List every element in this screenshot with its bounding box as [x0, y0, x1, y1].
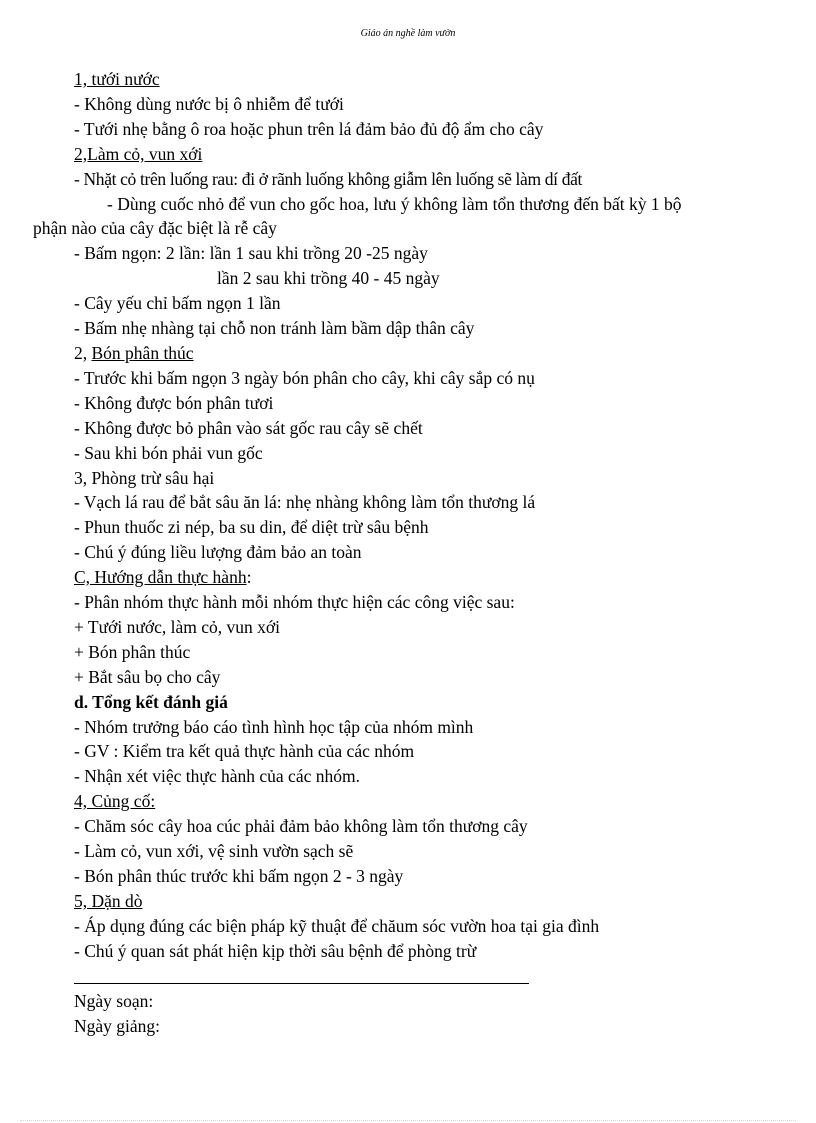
text-line: - Bón phân thúc trước khi bấm ngọn 2 - 3 ngày: [74, 866, 404, 886]
prep-date-label: Ngày soạn:: [74, 991, 154, 1011]
text-line: - Bấm nhẹ nhàng tại chỗ non tránh làm bầm dập thân cây: [74, 318, 475, 339]
text-line: lần 2 sau khi trồng 40 - 45 ngày: [217, 268, 440, 289]
section-title: C, Hướng dẫn thực hành: [74, 567, 247, 588]
text-line: - GV : Kiểm tra kết quả thực hành của các nhóm: [74, 741, 415, 762]
lesson-body: [33, 67, 723, 964]
text-line: - Trước khi bấm ngọn 3 ngày bón phân cho cây, khi cây sắp có nụ: [74, 367, 535, 388]
text-line: - Áp dụng đúng các biện pháp kỹ thuật để chăum sóc vườn hoa tại gia đình: [74, 915, 600, 936]
text-line: - Không dùng nước bị ô nhiễm để tưới: [74, 93, 344, 114]
horizontal-divider: [74, 983, 529, 984]
text-line: - Chú ý đúng liều lượng đảm bảo an toàn: [74, 542, 362, 563]
text-line: - Không được bỏ phân vào sát gốc rau cây sẽ chết: [74, 417, 423, 438]
text-line: - Chăm sóc cây hoa cúc phải đảm bảo không làm tổn thương cây: [74, 816, 528, 837]
section-heading-homework: 5, Dặn dò: [74, 890, 143, 911]
section-heading-summary: d. Tổng kết đánh giá: [74, 691, 228, 712]
text-line: phận nào của cây đặc biệt là rễ cây: [33, 218, 277, 239]
list-item: + Bắt sâu bọ cho cây: [74, 666, 221, 687]
text-line: - Làm cỏ, vun xới, vệ sinh vườn sạch sẽ: [74, 841, 354, 862]
text-line: - Tưới nhẹ bằng ô roa hoặc phun trên lá đảm bảo đủ độ ẩm cho cây: [74, 118, 544, 139]
section-heading-pest-control: 3, Phòng trừ sâu hại: [74, 467, 215, 488]
text-line: - Vạch lá rau để bắt sâu ăn lá: nhẹ nhàng không làm tổn thương lá: [74, 492, 536, 513]
section-title: Bón phân thúc: [91, 342, 194, 363]
text-line: - Nhóm trưởng báo cáo tình hình học tập của nhóm mình: [74, 716, 474, 737]
section-heading-weeding: 2,Làm cỏ, vun xới: [74, 143, 203, 164]
page-header: Giáo án nghề làm vườn: [360, 28, 456, 39]
text-line: - Phun thuốc zi nép, ba su din, để diệt trừ sâu bệnh: [74, 517, 429, 538]
section-heading-watering: 1, tưới nước: [74, 69, 160, 89]
section-heading-practice-guide: [33, 565, 723, 590]
text-line: - Phân nhóm thực hành mỗi nhóm thực hiện các công việc sau:: [74, 592, 515, 613]
list-item: + Tưới nước, làm cỏ, vun xới: [74, 616, 280, 637]
section-heading-fertilizing: [33, 341, 723, 366]
text-line: - Không được bón phân tươi: [74, 392, 274, 413]
section-number: 2,: [74, 342, 92, 363]
page-bottom-edge: [20, 1120, 796, 1121]
text-line: - Dùng cuốc nhỏ để vun cho gốc hoa, lưu ý không làm tổn thương đến bất kỳ 1 bộ: [107, 193, 682, 214]
text-line: - Nhận xét việc thực hành của các nhóm.: [74, 766, 360, 787]
text-line: - Sau khi bón phải vun gốc: [74, 442, 263, 463]
section-colon: :: [246, 567, 252, 588]
date-block: [33, 989, 160, 1039]
text-line: - Nhặt cỏ trên luống rau: đi ở rãnh luống không giẫm lên luống sẽ làm dí đất: [74, 168, 583, 189]
text-line: - Chú ý quan sát phát hiện kịp thời sâu bệnh để phòng trừ: [74, 940, 477, 961]
teach-date-label: Ngày giảng:: [74, 1016, 161, 1036]
section-heading-consolidation: 4, Củng cố:: [74, 791, 156, 812]
text-line: - Cây yếu chỉ bấm ngọn 1 lần: [74, 293, 281, 314]
list-item: + Bón phân thúc: [74, 641, 191, 662]
text-line: - Bấm ngọn: 2 lần: lần 1 sau khi trồng 20 -25 ngày: [74, 243, 428, 264]
